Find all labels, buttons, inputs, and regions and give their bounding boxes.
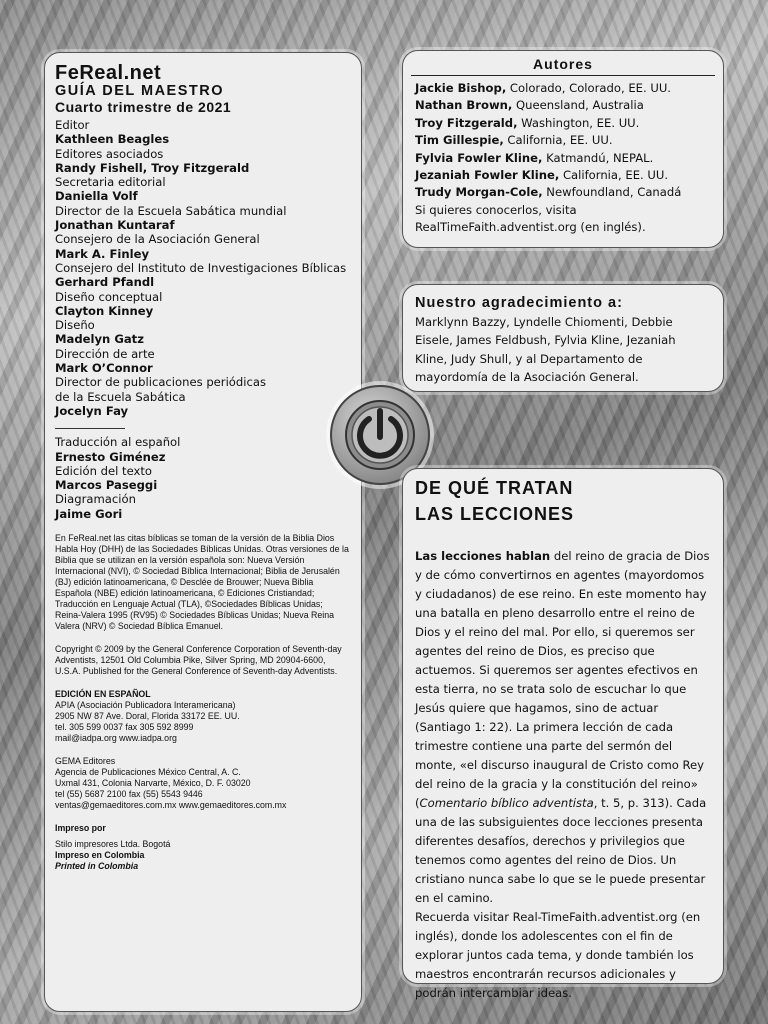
gema-line: ventas@gemaeditores.com.mx www.gemaeditores.com.mx — [55, 800, 287, 811]
author-item: Tim Gillespie, California, EE. UU. — [415, 133, 613, 148]
translation-role: Diagramación — [55, 492, 136, 507]
gema-line: tel (55) 5687 2100 fax (55) 5543 9446 — [55, 789, 203, 800]
staff-role: Consejero del Instituto de Investigaciones Bíblicas — [55, 260, 347, 275]
authors-note: Si quieres conocerlos, visita — [415, 202, 577, 217]
credits-panel — [44, 52, 362, 1012]
lessons-title-line: DE QUÉ TRATAN — [415, 478, 574, 498]
thanks-title: Nuestro agradecimiento a: — [415, 295, 623, 311]
staff-name: Jocelyn Fay — [55, 403, 129, 418]
lessons-panel — [402, 468, 724, 1000]
author-item: Jackie Bishop, Colorado, Colorado, EE. UU. — [415, 81, 671, 95]
authors-list — [415, 80, 711, 237]
title-rule — [411, 75, 715, 76]
quarter-title: Cuarto trimestre de 2021 — [55, 99, 232, 115]
printing-info — [55, 823, 351, 872]
staff-role: Dirección de arte — [55, 346, 155, 361]
authors-panel — [402, 50, 724, 248]
staff-name: Jonathan Kuntaraf — [55, 218, 175, 233]
translation-role: Traducción al español — [55, 435, 181, 450]
apia-line: 2905 NW 87 Ave. Doral, Florida 33172 EE. UU. — [55, 711, 240, 722]
authors-link: RealTimeFaith.adventist.org (en inglés). — [415, 220, 646, 235]
translation-name: Marcos Paseggi — [55, 478, 158, 493]
translation-name: Jaime Gori — [55, 506, 123, 521]
staff-name: Madelyn Gatz — [55, 332, 144, 347]
author-item: Fylvia Fowler Kline, Katmandú, NEPAL. — [415, 150, 654, 165]
staff-name: Mark O’Connor — [55, 361, 153, 376]
author-item: Jezaniah Fowler Kline, California, EE. UU. — [415, 168, 669, 183]
staff-role: Director de la Escuela Sabática mundial — [55, 203, 287, 218]
lessons-title — [415, 475, 711, 527]
lessons-body: Las lecciones hablan del reino de gracia de Dios y de cómo convertirnos en agentes (mayordomos y ciudadanos) de ese reino. En este momento hay una batalla en pleno desarrollo entre el reino de Dios y el reino del mal. Por ello, si queremos ser agentes del reino de Dios, es preciso que actuemos. Si queremos ser agentes efectivos en esta tierra, no se trata solo de escuchar lo que Jesús quiere que hagamos, sino de actuar (Santiago 1: 22). La primera lección de cada trimestre contiene una parte del sermón del monte, «el discurso inaugural de Cristo como Rey del reino de la gracia y la constitución del reino» (Comentario bíblico adventista, t. 5, p. 313). Cada una de las subsiguientes doce lecciones presenta diferentes desafíos, derechos y privilegios que tenemos como agentes del reino de Dios. Un cristiano nunca sabe lo que se le puede presentar en el camino. Recuerda visitar Real-TimeFaith.adventist.org (en inglés), donde los adolescentes con el fin de explorar juntos cada tema, y donde también los maestros encontrarán recursos adicionales y podrán intercambiar ideas. — [415, 549, 710, 1000]
gema-line: GEMA Editores — [55, 756, 116, 767]
staff-role: Diseño — [55, 318, 95, 333]
staff-name: Daniella Volf — [55, 189, 138, 204]
staff-role: Consejero de la Asociación General — [55, 232, 260, 247]
power-icon — [342, 397, 418, 473]
staff-role: Secretaria editorial — [55, 175, 166, 190]
staff-name: Randy Fishell, Troy Fitzgerald — [55, 160, 250, 175]
book-citation: Comentario bíblico adventista — [419, 796, 594, 810]
gema-info — [55, 756, 351, 811]
staff-role: Diseño conceptual — [55, 289, 163, 304]
apia-line: APIA (Asociación Publicadora Interamericana) — [55, 700, 236, 711]
lessons-title-line: LAS LECCIONES — [415, 504, 575, 524]
apia-line: mail@iadpa.org www.iadpa.org — [55, 733, 177, 744]
staff-list — [55, 118, 351, 521]
guide-title: GUÍA DEL MAESTRO — [55, 83, 225, 99]
printed-in-english: Printed in Colombia — [55, 861, 139, 872]
staff-role: Editores asociados — [55, 146, 164, 161]
translation-name: Ernesto Giménez — [55, 449, 166, 464]
spanish-edition-title: EDICIÓN EN ESPAÑOL — [55, 689, 151, 700]
staff-name: Mark A. Finley — [55, 246, 149, 261]
gema-line: Agencia de Publicaciones México Central, A. C. — [55, 767, 241, 778]
spanish-edition — [55, 689, 351, 744]
staff-role: de la Escuela Sabática — [55, 389, 186, 404]
copyright-note: Copyright © 2009 by the General Conference Corporation of Seventh-day Adventists, 12501 Old Columbia Pike, Silver Spring, MD 20904-6600, U.S.A. Published for the General Conference of Seventh-day Adventists. — [55, 644, 342, 677]
translation-role: Edición del texto — [55, 463, 153, 478]
author-item: Nathan Brown, Queensland, Australia — [415, 98, 644, 113]
brand-logo: FeReal.net — [55, 62, 162, 84]
divider — [55, 428, 125, 429]
author-item: Trudy Morgan-Cole, Newfoundland, Canadá — [415, 185, 682, 200]
thanks-panel — [402, 284, 724, 392]
staff-name: Clayton Kinney — [55, 303, 154, 318]
staff-name: Kathleen Beagles — [55, 132, 170, 147]
thanks-text: Marklynn Bazzy, Lyndelle Chiomenti, Debbie Eisele, James Feldbush, Fylvia Kline, Jezaniah Kline, Judy Shull, y al Departamento de mayordomía de la Asociación General. — [415, 315, 676, 385]
authors-title: Autores — [533, 56, 593, 72]
printer-name: Stilo impresores Ltda. Bogotá — [55, 839, 171, 850]
printed-by-label: Impreso por — [55, 823, 106, 834]
lessons-lead: Las lecciones hablan — [415, 549, 551, 563]
printed-in: Impreso en Colombia — [55, 850, 145, 861]
apia-line: tel. 305 599 0037 fax 305 592 8999 — [55, 722, 194, 733]
staff-name: Gerhard Pfandl — [55, 275, 155, 290]
bible-note: En FeReal.net las citas bíblicas se toman de la versión de la Biblia Dios Habla Hoy (DHH) de las Sociedades Bíblicas Unidas. Otras versiones de la Biblia que se utilizan en la versión española son: Nueva Versión Internacional (NVI), © Sociedad Bíblica Internacional; Biblia de Jerusalén (BJ) edición latinoamericana, © Desclée de Brouwer; Nueva Biblia Española (NBE) edición latinoamericana, © Ediciones Cristiandad; Traducción en Lenguaje Actual (TLA), ©Sociedades Bíblicas Unidas; Reina-Valera 1995 (RV95) © Sociedades Bíblicas Unidas; Nueva Reina Valera (NRV) © Sociedad Bíblica Emanuel. — [55, 533, 349, 632]
staff-role: Director de publicaciones periódicas — [55, 375, 266, 390]
staff-role: Editor — [55, 118, 90, 132]
website-note: Recuerda visitar Real-TimeFaith.adventist.org (en inglés), donde los adolescentes con el fin de explorar juntos cada tema, y donde también los maestros encontrarán recursos adicionales y podrán intercambiar ideas. — [415, 910, 701, 1000]
author-item: Troy Fitzgerald, Washington, EE. UU. — [415, 115, 640, 130]
gema-line: Uxmal 431, Colonia Narvarte, México, D. F. 03020 — [55, 778, 251, 789]
